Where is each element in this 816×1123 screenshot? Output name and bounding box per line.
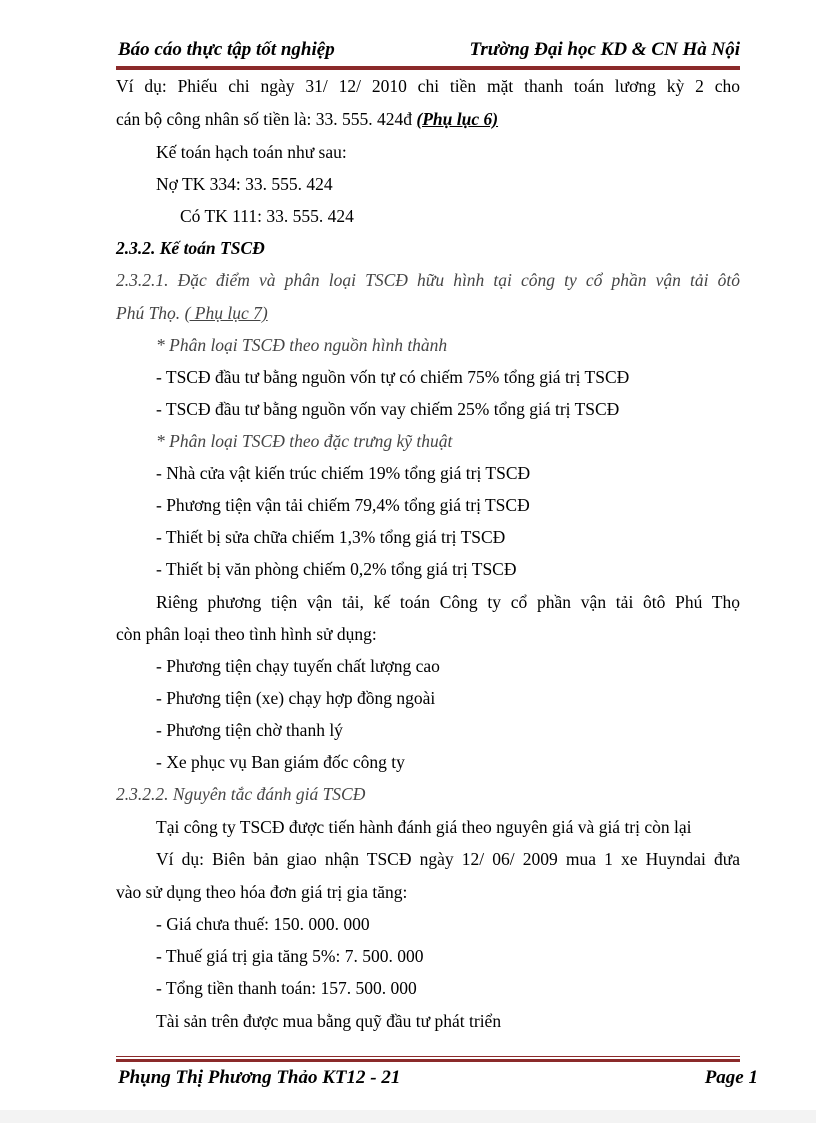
footer-divider (116, 1056, 740, 1062)
page-bottom-edge (0, 1110, 816, 1123)
list-item: - Giá chưa thuế: 150. 000. 000 (156, 914, 370, 934)
appendix-7-link: ( Phụ lục 7) (184, 303, 268, 323)
list-item: - Thiết bị văn phòng chiếm 0,2% tổng giá trị TSCĐ (156, 559, 517, 579)
page-number: Page 1 (704, 1067, 758, 1088)
header-divider (116, 64, 740, 70)
list-item: - Phương tiện (xe) chạy hợp đồng ngoài (156, 688, 436, 708)
section-heading-2-3-2: 2.3.2. Kế toán TSCĐ (116, 238, 265, 258)
list-item: - Phương tiện chờ thanh lý (156, 720, 343, 740)
paragraph-example-line: Ví dụ: Phiếu chi ngày 31/ 12/ 2010 chi tiền mặt thanh toán lương kỳ 2 cho (116, 76, 740, 96)
header-school-name: Trường Đại học KD & CN Hà Nội (469, 39, 740, 60)
debit-entry: Nợ TK 334: 33. 555. 424 (156, 174, 333, 194)
classification-by-technical: * Phân loại TSCĐ theo đặc trưng kỹ thuật (156, 431, 453, 451)
classification-by-source: * Phân loại TSCĐ theo nguồn hình thành (156, 335, 448, 355)
list-item: - Phương tiện chạy tuyến chất lượng cao (156, 656, 440, 676)
appendix-6-link: (Phụ lục 6) (416, 109, 499, 129)
paragraph-transport-cont: còn phân loại theo tình hình sử dụng: (116, 624, 377, 644)
page-header (118, 38, 740, 64)
paragraph-example-2-cont: vào sử dụng theo hóa đơn giá trị gia tăng: (116, 882, 408, 902)
page-footer (118, 1066, 758, 1092)
list-item: - Xe phục vụ Ban giám đốc công ty (156, 752, 405, 772)
paragraph-transport: Riêng phương tiện vận tải, kế toán Công ty cổ phần vận tải ôtô Phú Thọ (156, 592, 740, 612)
paragraph-example-line: cán bộ công nhân số tiền là: 33. 555. 424đ (Phụ lục 6) (116, 109, 499, 129)
list-item: - Phương tiện vận tải chiếm 79,4% tổng giá trị TSCĐ (156, 495, 530, 515)
list-item: - TSCĐ đầu tư bằng nguồn vốn tự có chiếm 75% tổng giá trị TSCĐ (156, 367, 630, 387)
list-item: - Nhà cửa vật kiến trúc chiếm 19% tổng giá trị TSCĐ (156, 463, 531, 483)
paragraph-fund: Tài sản trên được mua bằng quỹ đầu tư phát triển (156, 1011, 502, 1031)
paragraph-valuation: Tại công ty TSCĐ được tiến hành đánh giá theo nguyên giá và giá trị còn lại (156, 817, 692, 837)
list-item: - TSCĐ đầu tư bằng nguồn vốn vay chiếm 25% tổng giá trị TSCĐ (156, 399, 620, 419)
list-item: - Thiết bị sửa chữa chiếm 1,3% tổng giá trị TSCĐ (156, 527, 506, 547)
list-item: - Tổng tiền thanh toán: 157. 500. 000 (156, 978, 417, 998)
credit-entry: Có TK 111: 33. 555. 424 (180, 206, 354, 226)
subsection-heading-2-3-2-2: 2.3.2.2. Nguyên tắc đánh giá TSCĐ (116, 784, 366, 804)
subsection-heading-2-3-2-1: 2.3.2.1. Đặc điểm và phân loại TSCĐ hữu hình tại công ty cổ phần vận tải ôtô (116, 270, 740, 290)
list-item: - Thuế giá trị gia tăng 5%: 7. 500. 000 (156, 946, 424, 966)
paragraph-example-2: Ví dụ: Biên bản giao nhận TSCĐ ngày 12/ 06/ 2009 mua 1 xe Huyndai đưa (156, 849, 740, 869)
header-report-title: Báo cáo thực tập tốt nghiệp (118, 39, 335, 60)
paragraph-accounting: Kế toán hạch toán như sau: (156, 142, 347, 162)
subsection-heading-2-3-2-1-cont: Phú Thọ. ( Phụ lục 7) (116, 303, 268, 323)
footer-author: Phụng Thị Phương Thảo KT12 - 21 (118, 1067, 401, 1088)
